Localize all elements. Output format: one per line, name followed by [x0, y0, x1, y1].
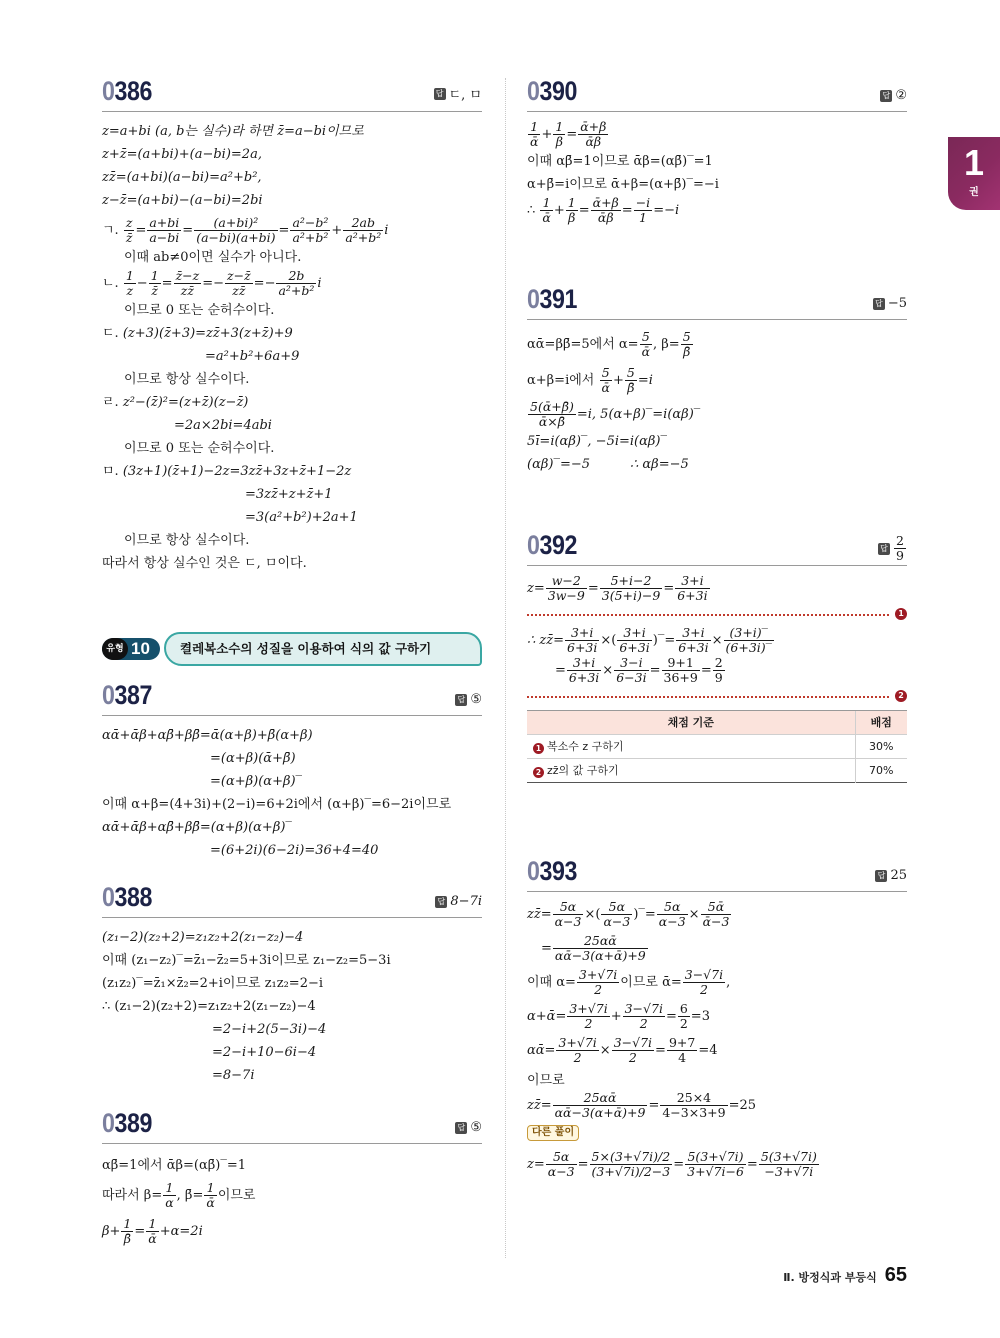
step-2-icon: 2 [533, 767, 544, 778]
solution-line: (z₁−2)(z₂+2)=z₁z₂+2(z₁−z₂)−4 [102, 930, 304, 945]
answer: 답 8−7i [435, 894, 482, 909]
page-number: 65 [884, 1264, 907, 1286]
type-title: 켤레복소수의 성질을 이용하여 식의 값 구하기 [164, 632, 482, 666]
answer: 답 ㄷ, ㅁ [434, 84, 482, 103]
table-row: 1 복소수 z 구하기 30% [527, 735, 907, 759]
answer-badge-icon: 답 [455, 1122, 467, 1134]
solution-body [102, 1144, 482, 1247]
problem-number: 0388 [102, 882, 152, 912]
step-divider [527, 690, 907, 704]
case-note: 이때 ab≠0이면 실수가 아니다. [124, 250, 302, 265]
solution-line: 따라서 β= $\frac{1}{\alpha}$ , β̄= $\frac{1}{\text{ᾱ}}$ 이므로 [102, 1180, 256, 1210]
case-note: 이므로 0 또는 순허수이다. [124, 441, 275, 456]
solution-line: α+ᾱ= $\frac{3+√7i}{2}$ + $\frac{3-√7i}{2}$ = $\frac{6}{2}$ =3 [527, 1001, 710, 1031]
solution-body [527, 892, 907, 1180]
conclusion: 따라서 항상 실수인 것은 ㄷ, ㅁ이다. [102, 556, 307, 571]
solution-line: =a²+b²+6a+9 [205, 349, 300, 364]
problem-0391 [527, 284, 907, 476]
volume-number: 1 [963, 142, 985, 183]
type-number: 10 [131, 639, 150, 658]
solution-line: $\frac{\text{5(ᾱ+β̄)}}{\text{ᾱ×β̄}}$ =i, 5(α+β)‾=i(αβ)‾ [530, 399, 701, 429]
grading-header-criteria: 채점 기준 [527, 711, 855, 735]
solution-body [527, 320, 907, 476]
problem-number: 0392 [527, 530, 577, 560]
problem-header [527, 856, 907, 892]
solution-line: $\frac{1}{\text{ᾱ}}$ + $\frac{1}{\beta}$ = $\frac{\text{ᾱ+β}}{\text{ᾱβ}}$ [530, 119, 607, 149]
step-1-marker: 1 [895, 608, 907, 620]
solution-line: = $\frac{\text{25αᾱ}}{\text{αᾱ−3(α+ᾱ)+9}}$ [541, 933, 646, 963]
alt-solution-badge: 다른 풀이 [527, 1125, 579, 1141]
answer-badge-icon: 답 [878, 543, 890, 555]
step-1-icon: 1 [533, 743, 544, 754]
problem-header [527, 76, 907, 112]
grading-header-points: 배점 [855, 711, 907, 735]
solution-line: β+ $\frac{1}{\betā}$ = $\frac{1}{\text{ᾱ}}$ +α=2i [102, 1216, 203, 1246]
answer: 답 ⑤ [455, 692, 482, 707]
solution-line: =3(a²+b²)+2a+1 [245, 510, 358, 525]
solution-line: =2−i+2(5−3i)−4 [212, 1022, 327, 1037]
problem-number: 0391 [527, 284, 577, 314]
solution-line: 5ī=i(αβ)‾, −5i=i(αβ)‾ [527, 434, 667, 449]
answer: 답 −5 [873, 296, 907, 311]
table-row: 2 zz̄의 값 구하기 70% [527, 759, 907, 783]
solution-line: ∴ (z₁−2)(z₂+2)=z₁z₂+2(z₁−z₂)−4 [102, 999, 316, 1014]
problem-header [102, 882, 482, 918]
answer-badge-icon: 답 [880, 90, 892, 102]
solution-line: =2−i+10−6i−4 [212, 1045, 317, 1060]
solution-line: =(6+2i)(6−2i)=36+4=40 [210, 843, 379, 858]
case-d: ㄷ. (z+3)(z̄+3)=zz̄+3(z+z̄)+9 [102, 326, 293, 341]
solution-line: =3zz̄+z+z̄+1 [245, 487, 333, 502]
solution-line: 이때 α+β=(4+3i)+(2−i)=6+2i에서 (α+β)‾=6−2i이므로 [102, 797, 452, 812]
problem-0392 [527, 530, 907, 783]
column-divider [505, 78, 506, 1258]
case-note: 이므로 항상 실수이다. [124, 372, 250, 387]
case-n: ㄴ. $\frac{1}{z}$ − $\frac{1}{z̄}$ = $\frac{z̄-z}{zz̄}$ =− $\frac{z-z̄}{zz̄}$ =− $\frac{2b}{\text{a²+b²}}$ i [102, 268, 322, 298]
solution-line: α+β̄=i이므로 ᾱ+β=(α+β̄)‾=−i [527, 177, 719, 192]
type-banner [102, 632, 482, 666]
problem-0386 [102, 76, 482, 575]
solution-line: z=a+bi (a, b는 실수)라 하면 z̄=a−bi이므로 [102, 124, 364, 139]
type-label: 유형 [102, 638, 128, 660]
solution-line: 이때 α= $\frac{3+√7i}{2}$ 이므로 ᾱ= $\frac{3-√7i}{2}$ , [527, 967, 731, 997]
answer: 답 ② [880, 88, 907, 103]
solution-line: z= $\frac{w-2}{3w-9}$ = $\frac{5+i-2}{3(5+i)-9}$ = $\frac{3+i}{6+3i}$ [527, 573, 708, 603]
solution-line: zz̄= $\frac{5\alpha}{\alpha-3}$ ×( $\frac{5\alpha}{\alpha-3}$ )‾= $\frac{5\alpha}{\alpha-3}$ × $\frac{\text{5ᾱ}}{\text{ᾱ−3}}$ [527, 899, 730, 929]
solution-line: =(α+β)(α+β)‾ [210, 774, 303, 789]
problem-number: 0386 [102, 76, 152, 106]
page-footer [783, 1264, 907, 1287]
answer-badge-icon: 답 [455, 694, 467, 706]
problem-header [102, 76, 482, 112]
answer-badge-icon: 답 [435, 896, 447, 908]
solution-line: =(α+β)(ᾱ+β̄) [210, 751, 296, 766]
solution-body [102, 918, 482, 1087]
solution-body [102, 716, 482, 862]
solution-line: αᾱ+ᾱβ+αβ̄+ββ̄=ᾱ(α+β)+β̄(α+β) [102, 728, 313, 743]
step-divider [527, 608, 907, 622]
problem-0390 [527, 76, 907, 226]
solution-body [527, 112, 907, 226]
alt-solution-row [527, 1121, 907, 1142]
answer-badge-icon: 답 [434, 88, 446, 100]
answer: 답 25 [875, 868, 907, 883]
solution-line: 이때 (z₁−z₂)‾=z̄₁−z̄₂=5+3i이므로 z₁−z₂=5−3i [102, 953, 391, 968]
problem-0389 [102, 1108, 482, 1247]
solution-line: 이므로 [527, 1073, 565, 1088]
problem-0393 [527, 856, 907, 1180]
answer-badge-icon: 답 [875, 870, 887, 882]
volume-label: 권 [969, 187, 979, 198]
problem-number: 0390 [527, 76, 577, 106]
solution-line: αᾱ=ββ̄=5에서 α= $\frac{5}{\text{ᾱ}}$ , β= $\frac{5}{\betā}$ [527, 329, 691, 359]
problem-number: 0393 [527, 856, 577, 886]
solution-line: z+z̄=(a+bi)+(a−bi)=2a, [102, 147, 262, 162]
solution-line: (z₁z₂)‾=z̄₁×z̄₂=2+i이므로 z₁z₂=2−i [102, 976, 324, 991]
problem-number: 0389 [102, 1108, 152, 1138]
solution-line: αᾱ+ᾱβ+αβ̄+ββ̄=(α+β)(α+β)‾ [102, 820, 292, 835]
solution-line: αβ̄=1에서 ᾱβ=(αβ̄)‾=1 [102, 1158, 246, 1173]
solution-line: 이때 αβ̄=1이므로 ᾱβ=(αβ̄)‾=1 [527, 154, 713, 169]
solution-line: =8−7i [212, 1068, 255, 1083]
case-r: ㄹ. z²−(z̄)²=(z+z̄)(z−z̄) [102, 395, 249, 410]
chapter-title: Ⅱ. 방정식과 부등식 [783, 1271, 877, 1284]
problem-header [102, 1108, 482, 1144]
problem-number: 0387 [102, 680, 152, 710]
grading-table [527, 710, 907, 783]
answer: 답 ⑤ [455, 1120, 482, 1135]
solution-line: (αβ)‾=−5 ∴ αβ=−5 [527, 457, 689, 472]
case-m: ㅁ. (3z+1)(z̄+1)−2z=3zz̄+3z+z̄+1−2z [102, 464, 352, 479]
solution-line: zz̄= $\frac{\text{25αᾱ}}{\text{αᾱ−3(α+ᾱ)+9}}$ = $\frac{25\times 4}{4-3\times 3+9}$ =25 [527, 1090, 757, 1120]
solution-body [102, 112, 482, 575]
solution-line: zz̄=(a+bi)(a−bi)=a²+b², [102, 170, 262, 185]
solution-line: ∴ $\frac{1}{\text{ᾱ}}$ + $\frac{1}{\beta}$ = $\frac{\text{ᾱ+β}}{\text{ᾱβ}}$ = $\frac{-i}{1}$ =−i [527, 195, 680, 225]
solution-line: = $\frac{3+i}{6+3i}$ × $\frac{3-i}{6-3i}$ = $\frac{9+1}{36+9}$ = $\frac{2}{9}$ [555, 655, 723, 685]
volume-tab [948, 137, 1000, 210]
solution-line: ∴ zz̄= $\frac{3+i}{6+3i}$ ×( $\frac{3+i}{6+3i}$ )‾= $\frac{3+i}{6+3i}$ × $\frac{(3+i)‾}{(6+3i)‾}$ [527, 625, 772, 655]
case-note: 이므로 0 또는 순허수이다. [124, 303, 275, 318]
case-g: ㄱ. $\frac{z}{z̄}$ = $\frac{a+bi}{a-bi}$ = $\frac{\text{(a+bi)²}}{(a-bi)(a+bi)}$ = $\frac{\text{a²−b²}}{\text{a²+b²}}$ + $\frac{2ab}{\text{a²+b²}}$ i [102, 215, 389, 245]
answer: 답 $\frac{2}{9}$ [878, 534, 907, 563]
problem-header [527, 530, 907, 566]
step-2-marker: 2 [895, 690, 907, 702]
solution-body [527, 566, 907, 783]
solution-line: =2a×2bi=4abi [174, 418, 272, 433]
case-note: 이므로 항상 실수이다. [124, 533, 250, 548]
solution-line: αᾱ= $\frac{3+√7i}{2}$ × $\frac{3-√7i}{2}$ = $\frac{9+7}{4}$ =4 [527, 1035, 718, 1065]
answer-badge-icon: 답 [873, 298, 885, 310]
solution-line: α+β=i에서 $\frac{5}{\text{ᾱ}}$ + $\frac{5}{\betā}$ =i [527, 365, 653, 395]
problem-header [102, 680, 482, 716]
solution-line: z−z̄=(a+bi)−(a−bi)=2bi [102, 193, 263, 208]
problem-0387 [102, 680, 482, 862]
problem-header [527, 284, 907, 320]
problem-0388 [102, 882, 482, 1087]
solution-line: z= $\frac{5\alpha}{\alpha-3}$ = $\frac{5\times(3+√7i)/2}{(3+√7i)/2-3}$ = $\frac{5(3+√7i)}{3+√7i-6}$ = $\frac{5(3+√7i)}{-3+√7i}$ [527, 1149, 817, 1179]
